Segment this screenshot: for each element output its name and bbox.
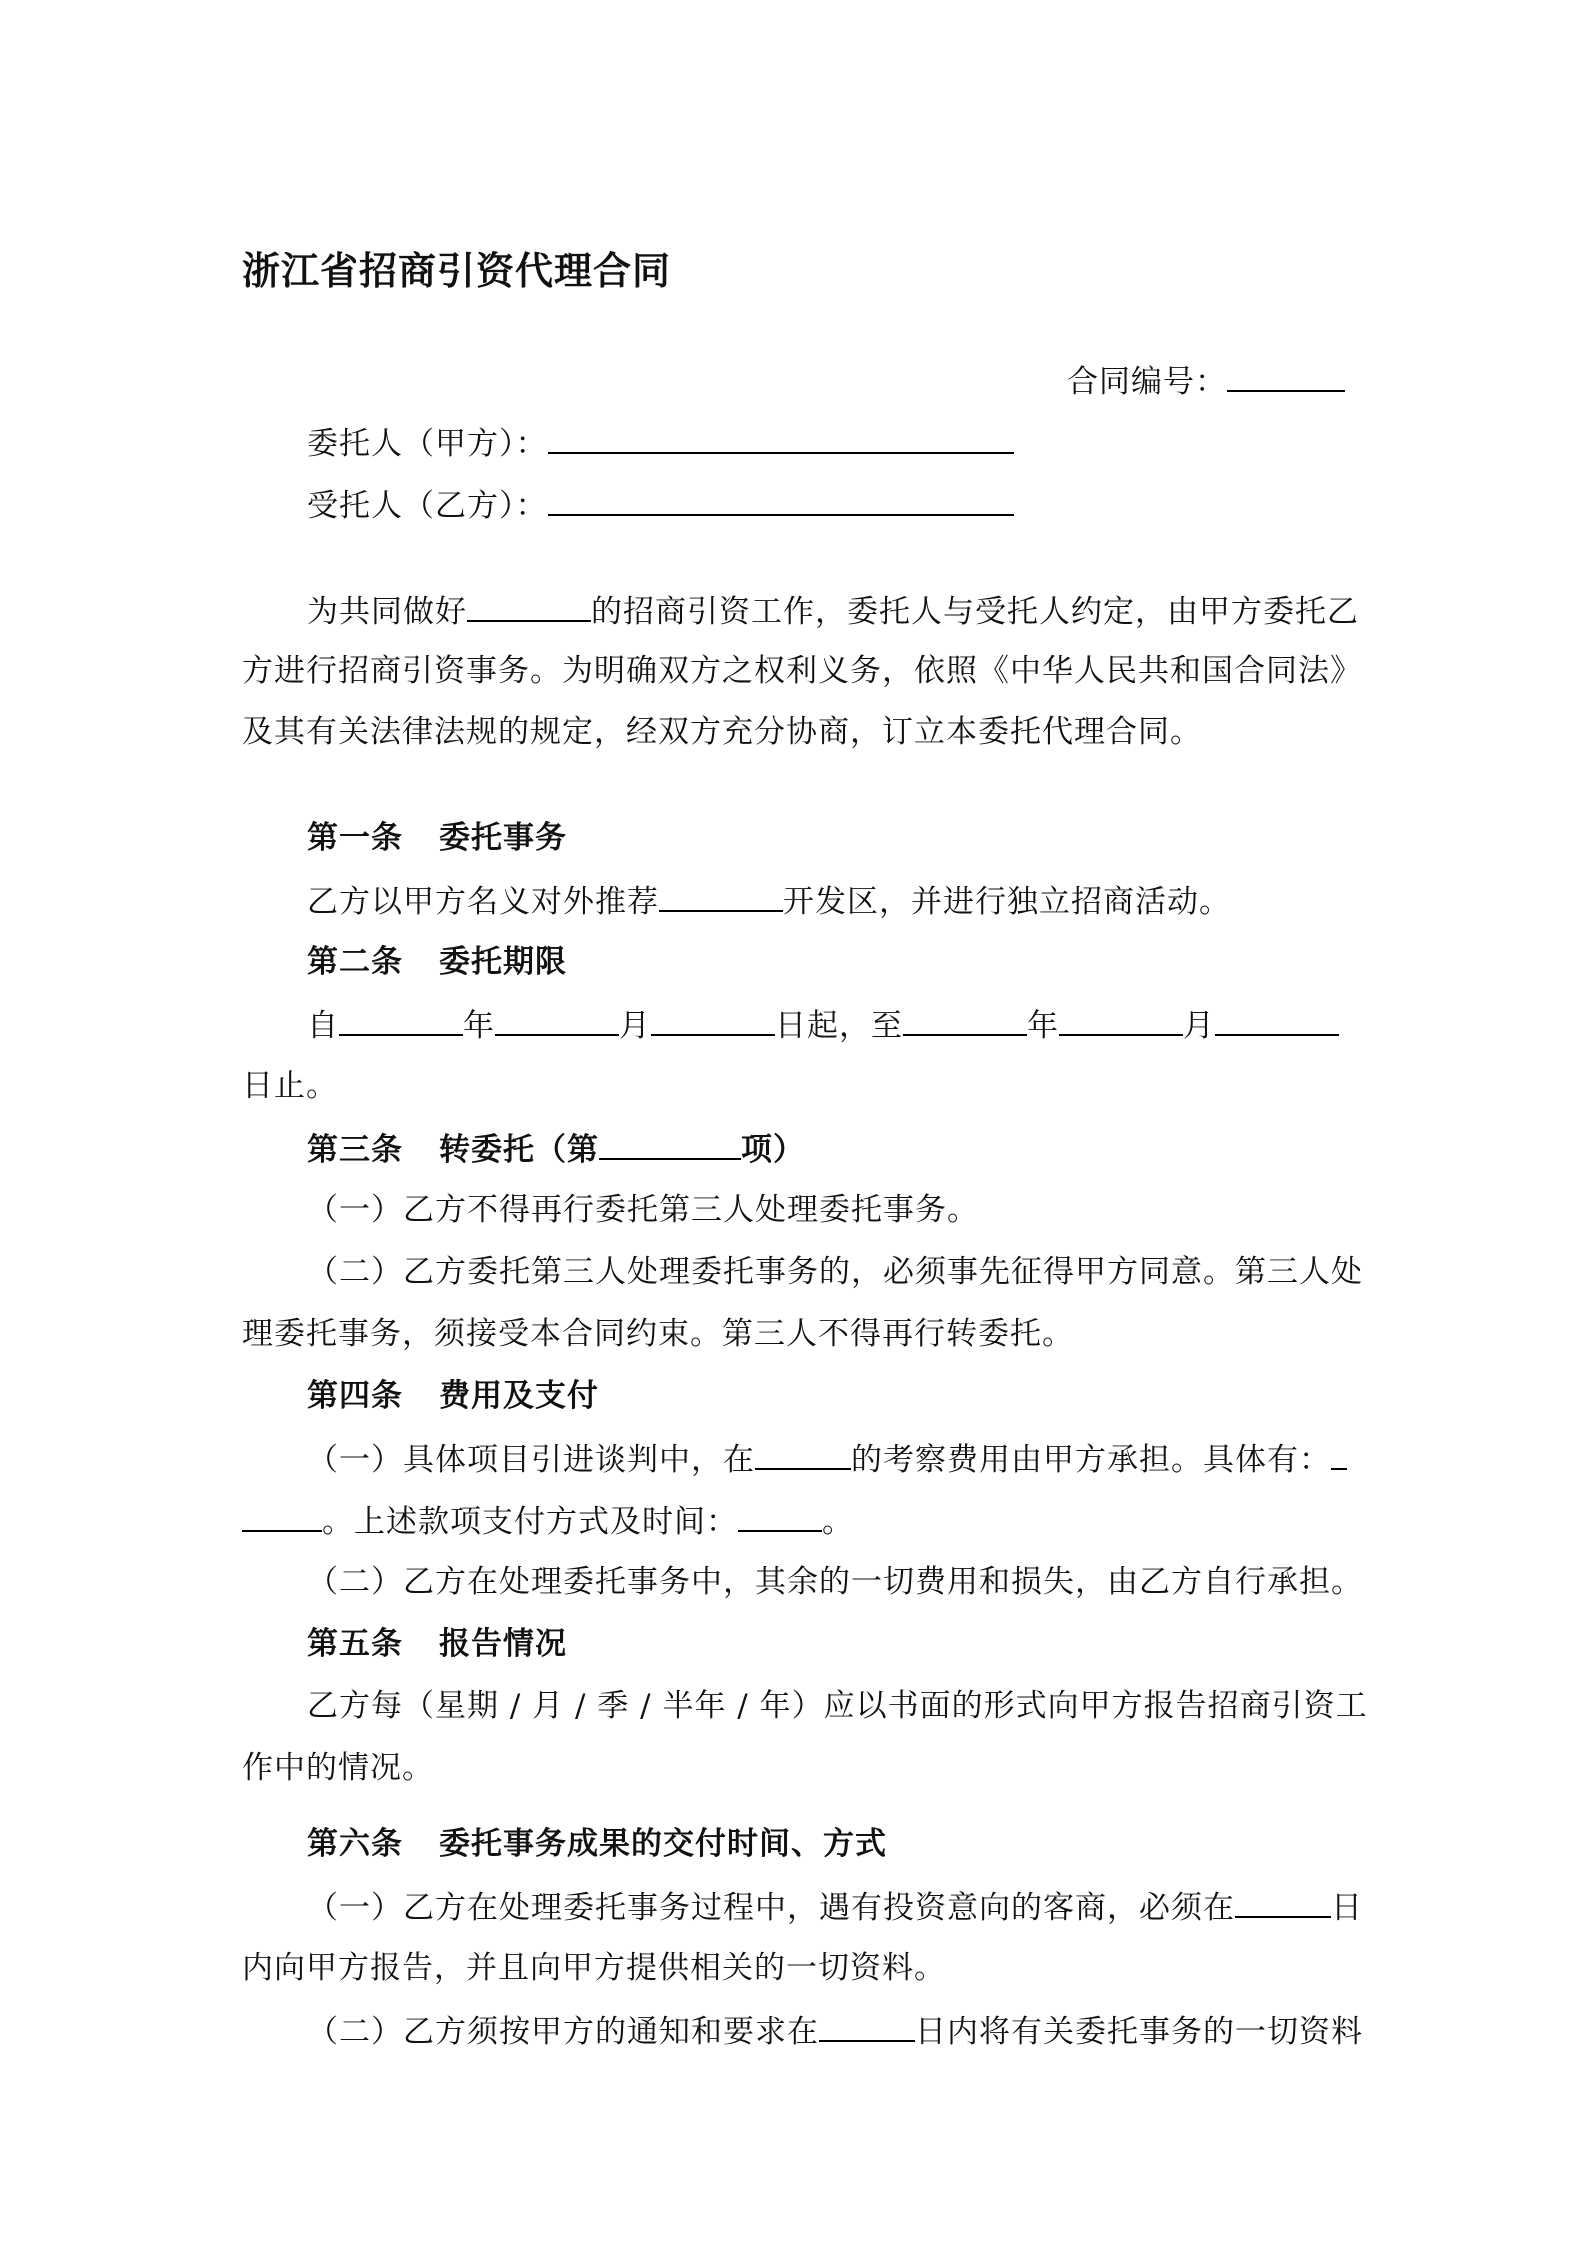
article-number: 第四条: [307, 1378, 403, 1414]
contract-number-blank: [1227, 360, 1345, 392]
page-title: 浙江省招商引资代理合同: [242, 249, 672, 293]
start-day-blank: [651, 1004, 775, 1036]
article-1-heading: [307, 818, 567, 858]
article-text: 。: [822, 1504, 854, 1540]
article-title: 报告情况: [439, 1626, 567, 1662]
article-number: 第三条: [307, 1132, 403, 1168]
party-a-line: [307, 422, 1014, 464]
contract-number-label: 合同编号：: [1067, 364, 1227, 400]
article-title: 委托事务: [439, 820, 567, 856]
intro-text: 的招商引资工作，委托人与受托人约定，由甲方委托乙: [591, 594, 1359, 630]
intro-line-1: [307, 590, 1359, 632]
article-text: 。上述款项支付方式及时间：: [322, 1504, 738, 1540]
article-text: （二）乙方须按甲方的通知和要求在: [307, 2014, 819, 2050]
article-text: 的考察费用由甲方承担。具体有：: [851, 1442, 1331, 1478]
details-blank: [242, 1500, 322, 1532]
intro-blank: [467, 590, 591, 622]
article-text: 开发区，并进行独立招商活动。: [783, 884, 1231, 920]
party-a-label: 委托人（甲方）：: [307, 426, 548, 462]
article-5-line-1: 乙方每（星期 / 月 / 季 / 半年 / 年）应以书面的形式向甲方报告招商引资工: [307, 1688, 1368, 1724]
article-text: 日: [1331, 1890, 1363, 1926]
party-b-line: [307, 484, 1014, 526]
article-4-clause-1-line-2: [242, 1500, 854, 1542]
article-4-clause-1-line-1: [307, 1438, 1347, 1480]
article-title: 委托期限: [439, 944, 567, 980]
end-year-blank: [903, 1004, 1027, 1036]
party-b-blank: [548, 484, 1014, 516]
report-days-blank: [1235, 1886, 1331, 1918]
intro-text: 为共同做好: [307, 594, 467, 630]
details-blank-start: [1331, 1438, 1347, 1470]
article-5-line-2: 作中的情况。: [242, 1750, 434, 1786]
article-6-heading: [307, 1824, 887, 1864]
article-6-clause-2-line-1: [307, 2010, 1363, 2052]
contract-number-line: [1067, 360, 1345, 402]
article-text: 乙方以甲方名义对外推荐: [307, 884, 659, 920]
party-a-blank: [548, 422, 1014, 454]
article-6-clause-1-line-2: 内向甲方报告，并且向甲方提供相关的一切资料。: [242, 1950, 946, 1986]
period-text: 月: [619, 1008, 651, 1044]
payment-blank: [738, 1500, 822, 1532]
article-number: 第五条: [307, 1626, 403, 1662]
article-number: 第六条: [307, 1826, 403, 1862]
end-day-blank: [1215, 1004, 1339, 1036]
period-text: 自: [307, 1008, 339, 1044]
article-4-clause-2: （二）乙方在处理委托事务中，其余的一切费用和损失，由乙方自行承担。: [307, 1564, 1363, 1600]
article-2-heading: [307, 942, 567, 982]
zone-blank: [659, 880, 783, 912]
period-text: 年: [1027, 1008, 1059, 1044]
article-3-heading: [307, 1128, 805, 1170]
party-b-label: 受托人（乙方）：: [307, 488, 548, 524]
article-5-heading: [307, 1624, 567, 1664]
article-2-period: [307, 1004, 1339, 1046]
article-text: （一）乙方在处理委托事务过程中，遇有投资意向的客商，必须在: [307, 1890, 1235, 1926]
article-number: 第二条: [307, 944, 403, 980]
stage-blank: [755, 1438, 851, 1470]
intro-line-2: 方进行招商引资事务。为明确双方之权利义务，依照《中华人民共和国合同法》: [242, 653, 1362, 689]
intro-line-3: 及其有关法律法规的规定，经双方充分协商，订立本委托代理合同。: [242, 714, 1202, 750]
start-month-blank: [495, 1004, 619, 1036]
period-text: 年: [463, 1008, 495, 1044]
article-1-body: [307, 880, 1231, 922]
item-number-blank: [599, 1128, 741, 1160]
article-3-clause-1: （一）乙方不得再行委托第三人处理委托事务。: [307, 1192, 979, 1228]
article-title: 项）: [741, 1132, 805, 1168]
article-title: 转委托（第: [439, 1132, 599, 1168]
article-number: 第一条: [307, 820, 403, 856]
article-text: 日内将有关委托事务的一切资料: [915, 2014, 1363, 2050]
article-text: （一）具体项目引进谈判中，在: [307, 1442, 755, 1478]
period-text: 月: [1183, 1008, 1215, 1044]
delivery-days-blank: [819, 2010, 915, 2042]
article-6-clause-1-line-1: [307, 1886, 1363, 1928]
article-title: 费用及支付: [439, 1378, 599, 1414]
article-title: 委托事务成果的交付时间、方式: [439, 1826, 887, 1862]
period-text: 日起，至: [775, 1008, 903, 1044]
article-3-clause-2-line-2: 理委托事务，须接受本合同约束。第三人不得再行转委托。: [242, 1316, 1074, 1352]
article-4-heading: [307, 1376, 599, 1416]
start-year-blank: [339, 1004, 463, 1036]
article-3-clause-2-line-1: （二）乙方委托第三人处理委托事务的，必须事先征得甲方同意。第三人处: [307, 1254, 1363, 1290]
end-month-blank: [1059, 1004, 1183, 1036]
article-2-period-end: 日止。: [242, 1068, 338, 1104]
